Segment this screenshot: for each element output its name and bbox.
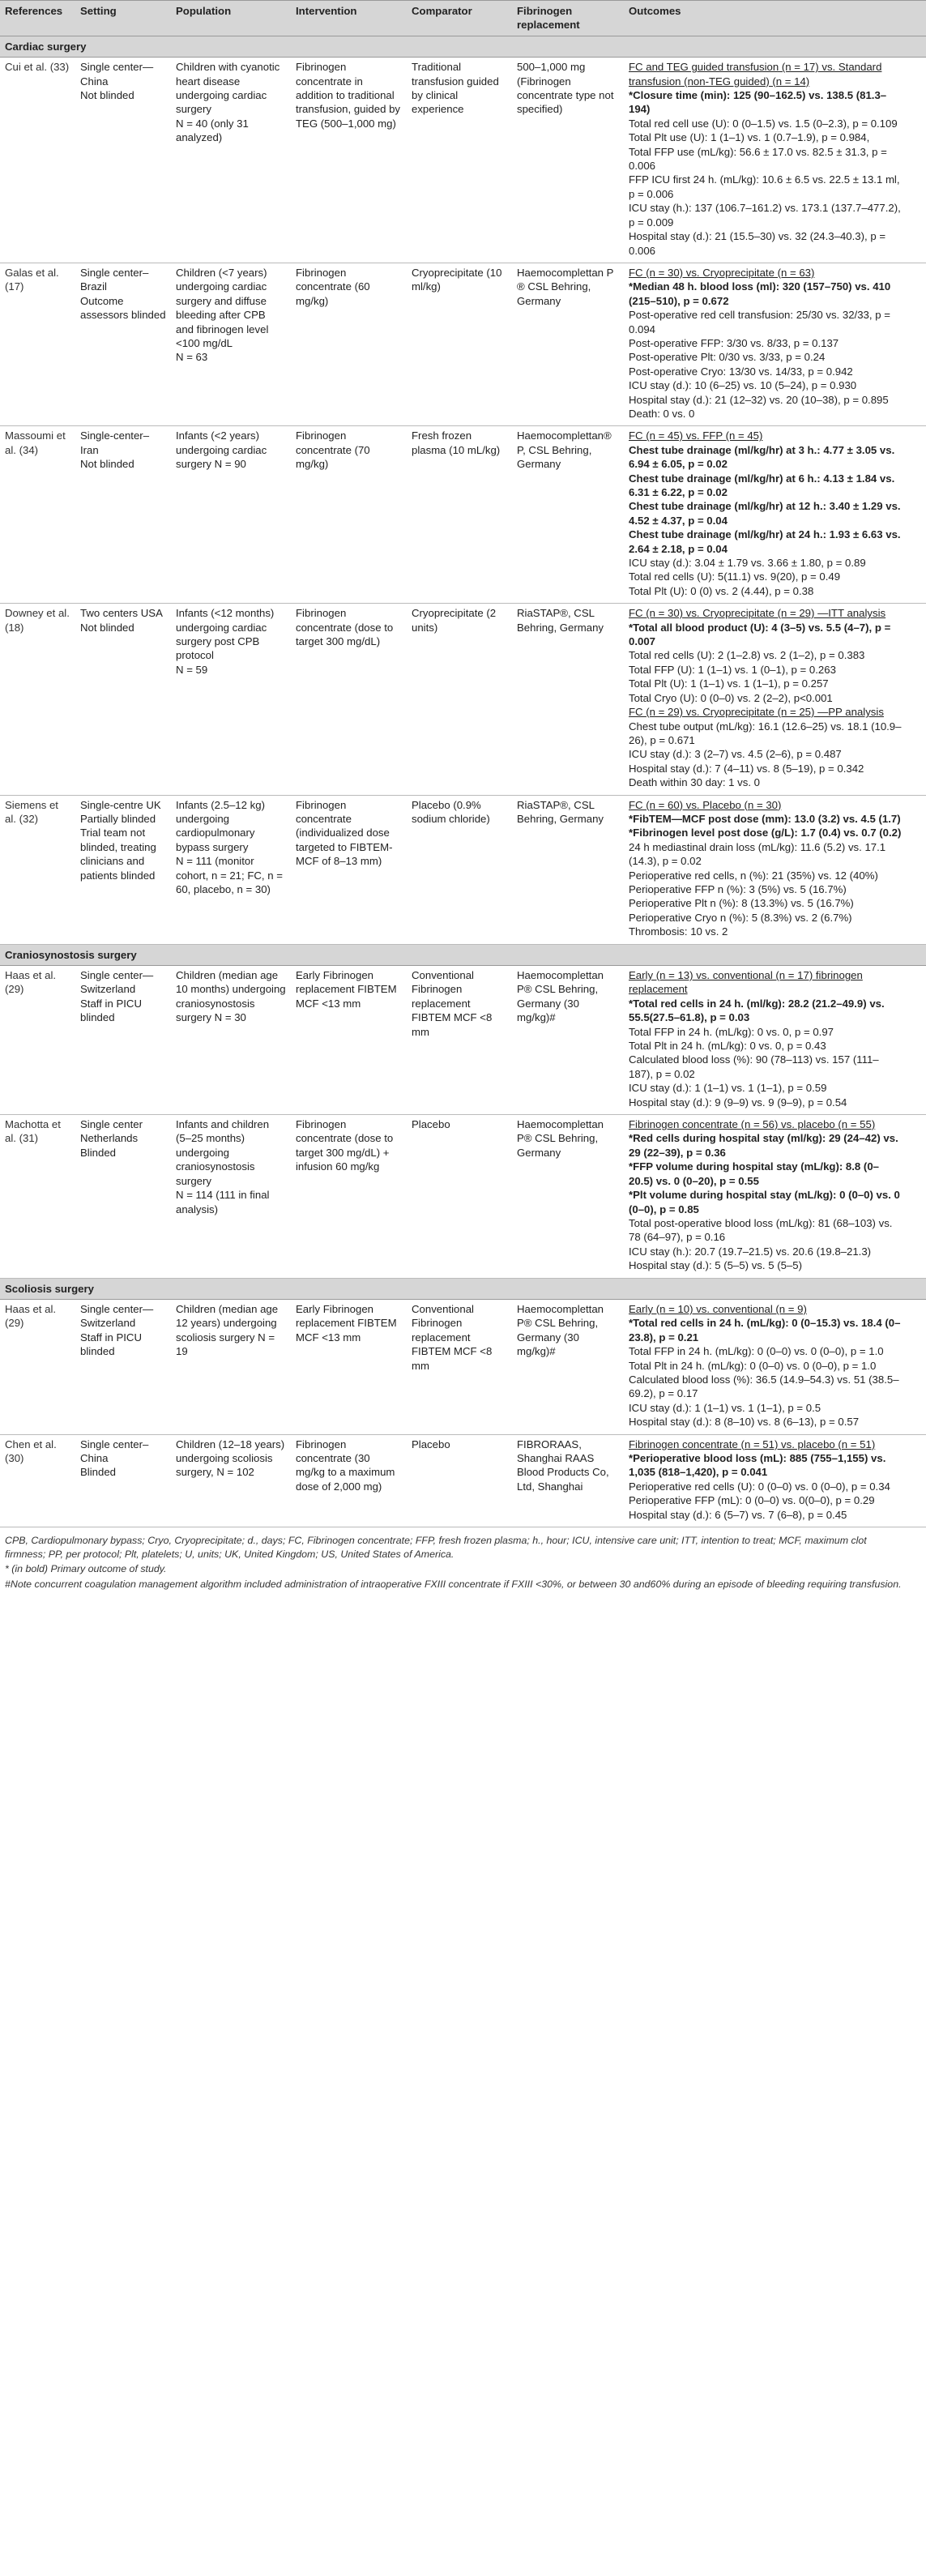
outcome-line: Thrombosis: 10 vs. 2 (629, 925, 728, 938)
population-cell (171, 1434, 291, 1527)
outcome-line: Total Cryo (U): 0 (0–0) vs. 2 (2–2), p<0.001 (629, 691, 833, 704)
comparator-cell (407, 58, 512, 263)
setting-line: Staff in PICU blinded (80, 997, 142, 1024)
replacement-cell (512, 966, 624, 1115)
table-row (0, 795, 926, 944)
population-line: N = 114 (111 in final analysis) (176, 1189, 270, 1215)
reference-line: Haas et al. (29) (5, 1302, 57, 1330)
reference-cell (0, 1299, 75, 1434)
replacement-line: RiaSTAP®, CSL Behring, Germany (517, 798, 604, 825)
setting-cell (75, 1434, 171, 1527)
outcome-line: ICU stay (d.): 3 (2–7) vs. 4.5 (2–6), p = 0.487 (629, 748, 842, 761)
comparator-cell (407, 1299, 512, 1434)
intervention-line: Fibrinogen concentrate in addition to traditional transfusion, guided by TEG (500–1,000 mg) (296, 61, 401, 130)
reference-line: Chen et al. (30) (5, 1438, 57, 1464)
comparison-groups-line: FC (n = 30) vs. Cryoprecipitate (n = 63) (629, 266, 815, 279)
primary-outcome-line: *FFP volume during hospital stay (mL/kg): 8.8 (0–20.5) vs. 0 (0–20), p = 0.55 (629, 1160, 879, 1187)
setting-line: Not blinded (80, 89, 134, 102)
primary-outcome-line: *Red cells during hospital stay (ml/kg): 29 (24–42) vs. 29 (22–39), p = 0.36 (629, 1132, 898, 1159)
primary-outcome-line: Chest tube drainage (ml/kg/hr) at 24 h.: 1.93 ± 6.63 vs. 2.64 ± 2.18, p = 0.04 (629, 528, 901, 555)
intervention-cell (291, 966, 407, 1115)
header-fibrinogen-replacement: Fibrinogen replacement (512, 1, 624, 36)
primary-outcome-line: *Total all blood product (U): 4 (3–5) vs. 5.5 (4–7), p = 0.007 (629, 621, 891, 648)
comparator-line: Fresh frozen plasma (10 mL/kg) (412, 429, 501, 456)
outcome-line: Chest tube output (mL/kg): 16.1 (12.6–25) vs. 18.1 (10.9–26), p = 0.671 (629, 720, 902, 746)
replacement-cell (512, 795, 624, 944)
table-row (0, 1115, 926, 1278)
reference-line: Cui et al. (33) (5, 61, 70, 74)
outcomes-cell (624, 263, 926, 425)
comparator-cell (407, 426, 512, 604)
primary-outcome-line: Chest tube drainage (ml/kg/hr) at 6 h.: 4.13 ± 1.84 vs. 6.31 ± 6.22, p = 0.02 (629, 472, 895, 498)
replacement-cell (512, 426, 624, 604)
setting-line: Single center—Switzerland (80, 1302, 154, 1330)
comparator-line: Placebo (412, 1438, 450, 1450)
population-cell (171, 263, 291, 425)
reference-line: Siemens et al. (32) (5, 798, 58, 825)
table-row (0, 1299, 926, 1434)
outcomes-cell (624, 1299, 926, 1434)
population-cell (171, 426, 291, 604)
reference-cell (0, 426, 75, 604)
replacement-cell (512, 1115, 624, 1278)
outcomes-cell (624, 966, 926, 1115)
replacement-line: Haemocomplettan P® CSL Behring, Germany (30 mg/kg)# (517, 1302, 604, 1358)
outcome-line: ICU stay (d.): 1 (1–1) vs. 1 (1–1), p = 0.5 (629, 1401, 821, 1414)
primary-outcome-line: *Closure time (min): 125 (90–162.5) vs. 138.5 (81.3–194) (629, 89, 887, 116)
setting-cell (75, 1299, 171, 1434)
reference-cell (0, 263, 75, 425)
reference-cell (0, 1115, 75, 1278)
comparator-line: Cryoprecipitate (10 ml/kg) (412, 266, 502, 293)
replacement-line: Haemocomplettan P ® CSL Behring, Germany (517, 266, 614, 307)
outcome-line: Perioperative red cells (U): 0 (0–0) vs. 0 (0–0), p = 0.34 (629, 1480, 890, 1493)
setting-line: Blinded (80, 1146, 116, 1159)
comparison-groups-line: Early (n = 10) vs. conventional (n = 9) (629, 1302, 807, 1315)
reference-line: Machotta et al. (31) (5, 1118, 61, 1145)
reference-cell (0, 58, 75, 263)
outcome-line: 24 h mediastinal drain loss (mL/kg): 11.6 (5.2) vs. 17.1 (14.3), p = 0.02 (629, 840, 886, 868)
intervention-line: Fibrinogen concentrate (70 mg/kg) (296, 429, 370, 471)
outcome-line: Total FFP (U): 1 (1–1) vs. 1 (0–1), p = 0.263 (629, 663, 836, 676)
outcome-line: Hospital stay (d.): 5 (5–5) vs. 5 (5–5) (629, 1259, 803, 1272)
section-header-row (0, 944, 926, 965)
intervention-cell (291, 1434, 407, 1527)
outcomes-cell (624, 604, 926, 795)
replacement-cell (512, 58, 624, 263)
comparator-cell (407, 1115, 512, 1278)
table-body (0, 36, 926, 1527)
outcome-line: Perioperative FFP n (%): 3 (5%) vs. 5 (16.7%) (629, 882, 847, 895)
reference-line: Galas et al. (17) (5, 266, 59, 293)
primary-outcome-line: *Perioperative blood loss (mL): 885 (755–1,155) vs. 1,035 (818–1,420), p = 0.041 (629, 1452, 886, 1479)
setting-line: Two centers USA (80, 607, 163, 620)
setting-cell (75, 1115, 171, 1278)
outcome-line: Total Plt use (U): 1 (1–1) vs. 1 (0.7–1.9), p = 0.984, (629, 131, 870, 144)
intervention-line: Fibrinogen concentrate (dose to target 300 mg/dL) (296, 607, 394, 648)
table-row (0, 604, 926, 795)
primary-outcome-line: *Total red cells in 24 h. (mL/kg): 0 (0–15.3) vs. 18.4 (0–23.8), p = 0.21 (629, 1317, 901, 1344)
outcome-line: Hospital stay (d.): 21 (15.5–30) vs. 32 (24.3–40.3), p = 0.006 (629, 230, 886, 257)
section-header-row (0, 1278, 926, 1299)
primary-outcome-line: *Median 48 h. blood loss (ml): 320 (157–750) vs. 410 (215–510), p = 0.672 (629, 280, 891, 307)
reference-line: Haas et al. (29) (5, 969, 57, 996)
intervention-cell (291, 604, 407, 795)
reference-cell (0, 966, 75, 1115)
setting-line: Outcome assessors blinded (80, 294, 166, 322)
comparator-line: Placebo (0.9% sodium chloride) (412, 798, 490, 825)
setting-line: Blinded (80, 1466, 116, 1479)
outcome-line: ICU stay (h.): 137 (106.7–161.2) vs. 173.1 (137.7–477.2), p = 0.009 (629, 202, 901, 229)
section-title: Craniosynostosis surgery (0, 944, 926, 965)
replacement-cell (512, 1434, 624, 1527)
setting-line: Single center–Brazil (80, 266, 149, 293)
intervention-line: Fibrinogen concentrate (dose to target 300 mg/dL) + infusion 60 mg/kg (296, 1118, 394, 1173)
comparison-groups-line: FC (n = 60) vs. Placebo (n = 30) (629, 798, 782, 811)
setting-line: Partially blinded (80, 812, 156, 825)
footnote: CPB, Cardiopulmonary bypass; Cryo, Cryoprecipitate; d., days; FC, Fibrinogen concentrate; FFP, fresh frozen plasma; h., hour; ICU, intensive care unit; ITT, intention to treat; MCF, maximum clot firmness; PP, per protocol; Plt, platelets; U, units; UK, United Kingdom; US, United States of America. (5, 1535, 867, 1560)
intervention-line: Fibrinogen concentrate (60 mg/kg) (296, 266, 370, 307)
outcome-line: Death within 30 day: 1 vs. 0 (629, 776, 761, 789)
comparator-line: Placebo (412, 1118, 450, 1131)
replacement-line: RiaSTAP®, CSL Behring, Germany (517, 607, 604, 634)
setting-line: Not blinded (80, 458, 134, 471)
intervention-line: Early Fibrinogen replacement FIBTEM MCF <13 mm (296, 1302, 397, 1344)
outcome-line: Total Plt (U): 1 (1–1) vs. 1 (1–1), p = 0.257 (629, 677, 829, 690)
setting-line: Single-centre UK (80, 798, 161, 811)
setting-cell (75, 263, 171, 425)
outcome-line: Post-operative Plt: 0/30 vs. 3/33, p = 0.24 (629, 351, 826, 364)
outcome-line: FFP ICU first 24 h. (mL/kg): 10.6 ± 6.5 vs. 22.5 ± 13.1 ml, p = 0.006 (629, 173, 900, 200)
replacement-cell (512, 604, 624, 795)
table-row (0, 263, 926, 425)
setting-cell (75, 795, 171, 944)
outcome-line: Hospital stay (d.): 9 (9–9) vs. 9 (9–9), p = 0.54 (629, 1096, 847, 1109)
population-line: N = 59 (176, 663, 208, 676)
reference-cell (0, 604, 75, 795)
primary-outcome-line: *Fibrinogen level post dose (g/L): 1.7 (0.4) vs. 0.7 (0.2) (629, 827, 902, 839)
reference-line: Downey et al. (18) (5, 607, 70, 634)
outcome-line: ICU stay (h.): 20.7 (19.7–21.5) vs. 20.6 (19.8–21.3) (629, 1245, 872, 1258)
reference-cell (0, 795, 75, 944)
replacement-cell (512, 263, 624, 425)
header-setting: Setting (75, 1, 171, 36)
header-comparator: Comparator (407, 1, 512, 36)
intervention-line: Fibrinogen concentrate (30 mg/kg to a maximum dose of 2,000 mg) (296, 1438, 395, 1493)
population-line: Infants (<12 months) undergoing cardiac surgery post CPB protocol (176, 607, 275, 662)
outcome-line: Perioperative Cryo n (%): 5 (8.3%) vs. 2 (6.7%) (629, 911, 852, 924)
outcome-line: Total Plt (U): 0 (0) vs. 2 (4.44), p = 0.38 (629, 584, 814, 597)
intervention-cell (291, 795, 407, 944)
comparison-groups-line: Fibrinogen concentrate (n = 51) vs. placebo (n = 51) (629, 1438, 876, 1450)
outcome-line: Hospital stay (d.): 21 (12–32) vs. 20 (10–38), p = 0.895 (629, 393, 889, 406)
header-intervention: Intervention (291, 1, 407, 36)
comparison-groups-line: Early (n = 13) vs. conventional (n = 17) fibrinogen replacement (629, 969, 863, 996)
population-line: Infants (<2 years) undergoing cardiac surgery N = 90 (176, 429, 267, 471)
comparison-groups-line: FC (n = 29) vs. Cryoprecipitate (n = 25) —PP analysis (629, 706, 884, 719)
primary-outcome-line: *FibTEM—MCF post dose (mm): 13.0 (3.2) vs. 4.5 (1.7) (629, 812, 901, 825)
replacement-line: FIBRORAAS, Shanghai RAAS Blood Products Co, Ltd, Shanghai (517, 1438, 609, 1493)
table-row (0, 58, 926, 263)
setting-line: Single-center–Iran (80, 429, 150, 456)
population-line: N = 63 (176, 351, 208, 364)
setting-line: Single center Netherlands (80, 1118, 143, 1145)
replacement-line: Haemocomplettan P® CSL Behring, Germany (30 mg/kg)# (517, 969, 604, 1024)
comparator-line: Traditional transfusion guided by clinical experience (412, 61, 499, 116)
setting-line: Single center—Switzerland (80, 969, 154, 996)
comparison-groups-line: FC and TEG guided transfusion (n = 17) vs. Standard transfusion (non-TEG guided) (n = 14) (629, 61, 882, 88)
outcome-line: Post-operative Cryo: 13/30 vs. 14/33, p = 0.942 (629, 365, 853, 378)
outcome-line: Post-operative red cell transfusion: 25/30 vs. 32/33, p = 0.094 (629, 309, 890, 335)
table-footnotes (0, 1527, 909, 1591)
population-line: Infants and children (5–25 months) undergoing craniosynostosis surgery (176, 1118, 270, 1187)
population-line: N = 111 (monitor cohort, n = 21; FC, n = 60, placebo, n = 30) (176, 855, 283, 895)
table-row (0, 1434, 926, 1527)
header-population: Population (171, 1, 291, 36)
outcome-line: Perioperative FFP (mL): 0 (0–0) vs. 0(0–0), p = 0.29 (629, 1494, 875, 1507)
outcome-line: Total red cell use (U): 0 (0–1.5) vs. 1.5 (0–2.3), p = 0.109 (629, 117, 898, 130)
intervention-cell (291, 1299, 407, 1434)
outcome-line: Post-operative FFP: 3/30 vs. 8/33, p = 0.137 (629, 336, 839, 349)
comparator-cell (407, 966, 512, 1115)
comparison-groups-line: FC (n = 45) vs. FFP (n = 45) (629, 429, 763, 442)
setting-line: Staff in PICU blinded (80, 1331, 142, 1358)
intervention-cell (291, 263, 407, 425)
replacement-line: Haemocomplettan P® CSL Behring, Germany (517, 1118, 604, 1159)
population-line: Children (median age 10 months) undergoing craniosynostosis surgery N = 30 (176, 969, 286, 1024)
comparison-groups-line: Fibrinogen concentrate (n = 56) vs. placebo (n = 55) (629, 1118, 876, 1131)
outcome-line: Total Plt in 24 h. (mL/kg): 0 (0–0) vs. 0 (0–0), p = 1.0 (629, 1359, 877, 1372)
setting-cell (75, 426, 171, 604)
setting-cell (75, 58, 171, 263)
outcome-line: Death: 0 vs. 0 (629, 407, 695, 420)
setting-line: Not blinded (80, 621, 134, 634)
intervention-cell (291, 58, 407, 263)
comparator-line: Cryoprecipitate (2 units) (412, 607, 497, 634)
footnote: * (in bold) Primary outcome of study. (5, 1563, 167, 1575)
population-cell (171, 1115, 291, 1278)
outcome-line: Hospital stay (d.): 6 (5–7) vs. 7 (6–8), p = 0.45 (629, 1508, 847, 1521)
footnote: #Note concurrent coagulation management algorithm included administration of intraoperative FXIII concentrate if FXIII <30%, or between 30 and60% during an episode of bleeding requiring transfusion. (5, 1578, 902, 1590)
header-row (0, 1, 926, 36)
outcome-line: Hospital stay (d.): 8 (8–10) vs. 8 (6–13), p = 0.57 (629, 1416, 860, 1429)
intervention-line: Fibrinogen concentrate (individualized dose targeted to FIBTEM-MCF of 8–13 mm) (296, 798, 393, 868)
replacement-cell (512, 1299, 624, 1434)
outcomes-cell (624, 58, 926, 263)
outcome-line: Perioperative red cells, n (%): 21 (35%) vs. 12 (40%) (629, 869, 878, 882)
comparison-groups-line: FC (n = 30) vs. Cryoprecipitate (n = 29) —ITT analysis (629, 607, 886, 620)
setting-cell (75, 604, 171, 795)
outcome-line: Total Plt in 24 h. (mL/kg): 0 vs. 0, p = 0.43 (629, 1040, 826, 1053)
primary-outcome-line: Chest tube drainage (ml/kg/hr) at 3 h.: 4.77 ± 3.05 vs. 6.94 ± 6.05, p = 0.02 (629, 443, 895, 471)
outcomes-cell (624, 1434, 926, 1527)
outcome-line: Calculated blood loss (%): 36.5 (14.9–54.3) vs. 51 (38.5–69.2), p = 0.17 (629, 1373, 899, 1400)
comparator-line: Conventional Fibrinogen replacement FIBTEM MCF <8 mm (412, 1302, 493, 1372)
population-cell (171, 58, 291, 263)
outcome-line: ICU stay (d.): 1 (1–1) vs. 1 (1–1), p = 0.59 (629, 1082, 827, 1095)
outcome-line: Calculated blood loss (%): 90 (78–113) vs. 157 (111–187), p = 0.02 (629, 1053, 879, 1080)
replacement-line: Haemocomplettan® P, CSL Behring, Germany (517, 429, 612, 471)
reference-cell (0, 1434, 75, 1527)
setting-line: Trial team not blinded, treating clinicians and patients blinded (80, 827, 156, 882)
primary-outcome-line: *Plt volume during hospital stay (mL/kg): 0 (0–0) vs. 0 (0–0), p = 0.85 (629, 1189, 900, 1215)
intervention-cell (291, 1115, 407, 1278)
outcome-line: Total FFP use (mL/kg): 56.6 ± 17.0 vs. 82.5 ± 31.3, p = 0.006 (629, 145, 887, 173)
header-outcomes: Outcomes (624, 1, 926, 36)
intervention-line: Early Fibrinogen replacement FIBTEM MCF <13 mm (296, 969, 397, 1010)
outcome-line: Total red cells (U): 2 (1–2.8) vs. 2 (1–2), p = 0.383 (629, 649, 865, 662)
setting-cell (75, 966, 171, 1115)
outcome-line: Total FFP in 24 h. (mL/kg): 0 (0–0) vs. 0 (0–0), p = 1.0 (629, 1345, 884, 1358)
population-line: N = 40 (only 31 analyzed) (176, 117, 249, 144)
population-line: Children with cyanotic heart disease undergoing cardiac surgery (176, 61, 280, 116)
replacement-line: 500–1,000 mg (Fibrinogen concentrate type not specified) (517, 61, 614, 116)
population-cell (171, 966, 291, 1115)
primary-outcome-line: *Total red cells in 24 h. (ml/kg): 28.2 (21.2–49.9) vs. 55.5(27.5–61.8), p = 0.03 (629, 997, 885, 1024)
outcome-line: Total red cells (U): 5(11.1) vs. 9(20), p = 0.49 (629, 570, 841, 583)
population-cell (171, 1299, 291, 1434)
comparator-cell (407, 604, 512, 795)
section-title: Cardiac surgery (0, 36, 926, 57)
outcome-line: Total FFP in 24 h. (mL/kg): 0 vs. 0, p = 0.97 (629, 1025, 834, 1038)
population-cell (171, 795, 291, 944)
reference-line: Massoumi et al. (34) (5, 429, 66, 456)
population-line: Children (12–18 years) undergoing scoliosis surgery, N = 102 (176, 1438, 285, 1479)
population-cell (171, 604, 291, 795)
intervention-cell (291, 426, 407, 604)
population-line: Children (median age 12 years) undergoing scoliosis surgery N = 19 (176, 1302, 279, 1358)
comparator-cell (407, 795, 512, 944)
setting-line: Single center–China (80, 1438, 149, 1464)
table-header (0, 1, 926, 36)
primary-outcome-line: Chest tube drainage (ml/kg/hr) at 12 h.: 3.40 ± 1.29 vs. 4.52 ± 4.37, p = 0.04 (629, 500, 901, 527)
table-row (0, 966, 926, 1115)
outcomes-cell (624, 426, 926, 604)
outcome-line: ICU stay (d.): 10 (6–25) vs. 10 (5–24), p = 0.930 (629, 379, 857, 392)
section-title: Scoliosis surgery (0, 1278, 926, 1299)
outcome-line: ICU stay (d.): 3.04 ± 1.79 vs. 3.66 ± 1.80, p = 0.89 (629, 557, 866, 570)
table-row (0, 426, 926, 604)
outcome-line: Perioperative Plt n (%): 8 (13.3%) vs. 5 (16.7%) (629, 897, 854, 910)
comparator-cell (407, 263, 512, 425)
section-header-row (0, 36, 926, 57)
outcomes-cell (624, 1115, 926, 1278)
population-line: Children (<7 years) undergoing cardiac surgery and diffuse bleeding after CPB and fibrinogen level <100 mg/dL (176, 266, 269, 349)
header-references: References (0, 1, 75, 36)
outcome-line: Hospital stay (d.): 7 (4–11) vs. 8 (5–19), p = 0.342 (629, 762, 864, 775)
population-line: Infants (2.5–12 kg) undergoing cardiopulmonary bypass surgery (176, 798, 265, 853)
setting-line: Single center—China (80, 61, 154, 88)
outcome-line: Total post-operative blood loss (mL/kg): 81 (68–103) vs. 78 (64–97), p = 0.16 (629, 1216, 893, 1244)
comparator-line: Conventional Fibrinogen replacement FIBTEM MCF <8 mm (412, 969, 493, 1038)
comparator-cell (407, 1434, 512, 1527)
outcomes-cell (624, 795, 926, 944)
